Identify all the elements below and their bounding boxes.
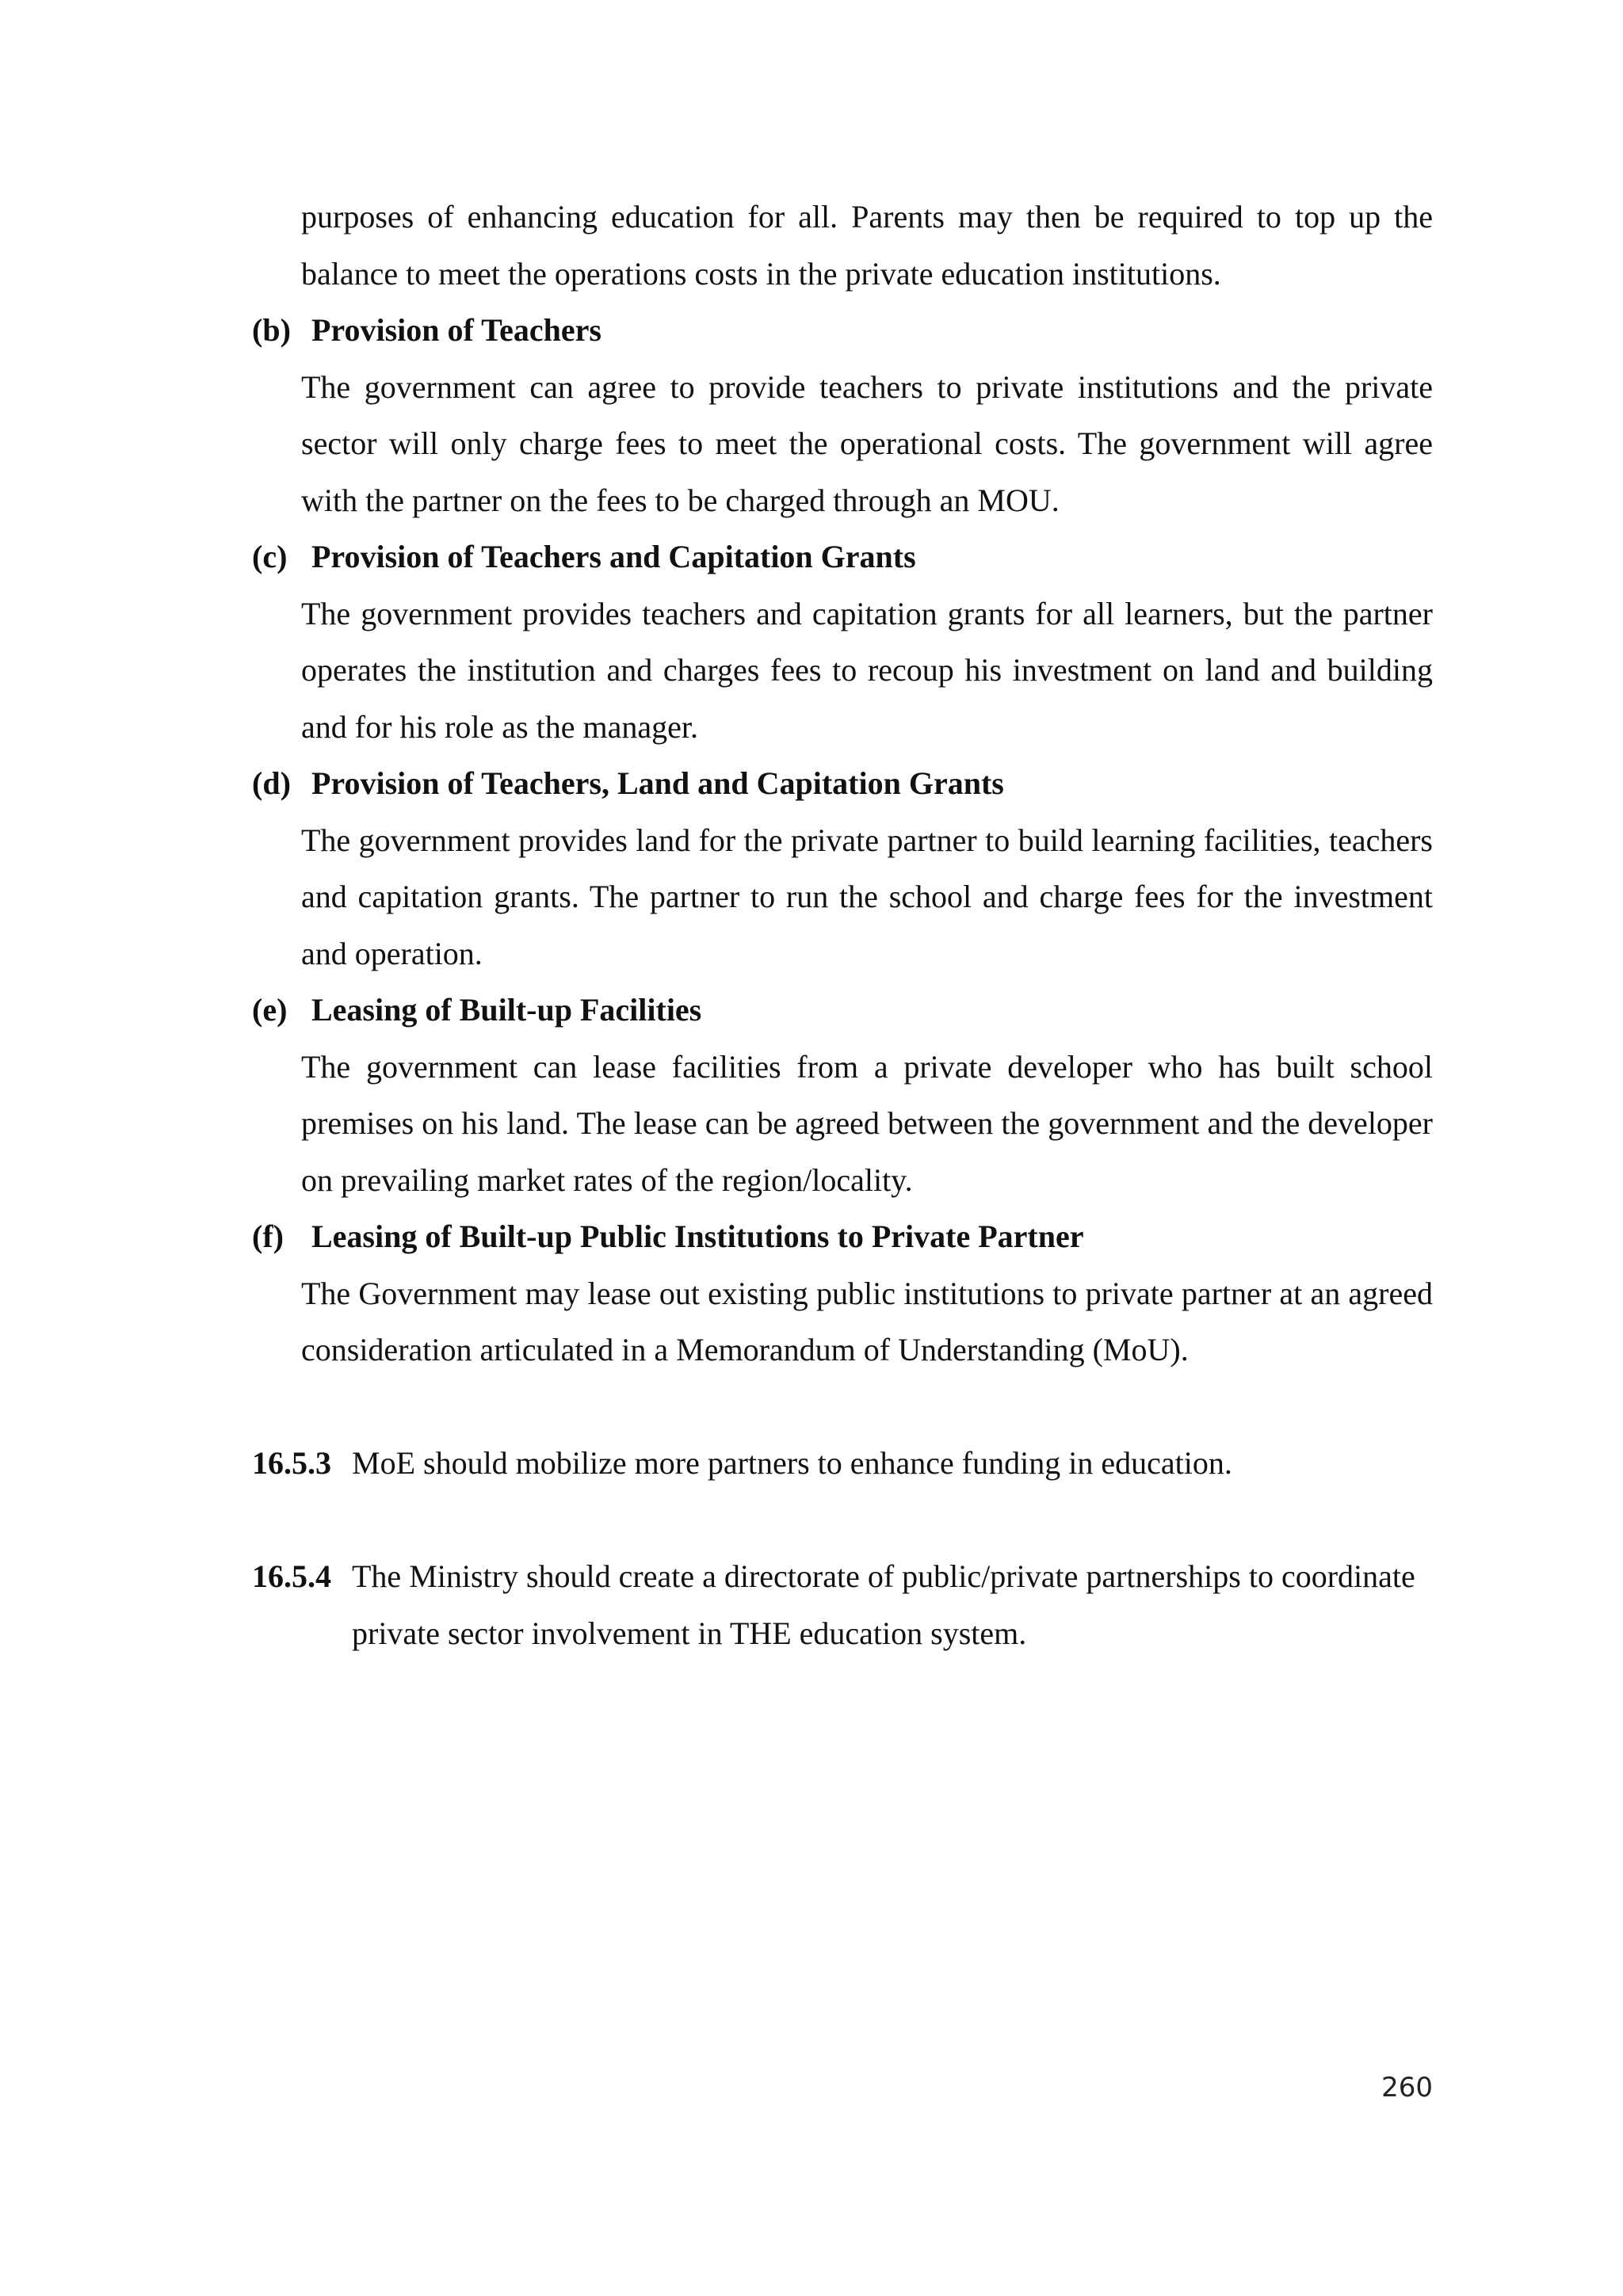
- item-f: [252, 1208, 1433, 1379]
- page-number: 260: [1381, 2072, 1433, 2103]
- intro-paragraph: purposes of enhancing education for all. Parents may then be required to top up the balance to meet the operations costs in the private education institutions.: [301, 199, 1433, 292]
- section-number: 16.5.3: [252, 1445, 331, 1481]
- item-title: Provision of Teachers and Capitation Grants: [311, 539, 916, 574]
- item-heading: [252, 528, 1433, 585]
- item-letter: (d): [252, 765, 291, 801]
- section-number: 16.5.4: [252, 1558, 331, 1594]
- item-b: [252, 302, 1433, 528]
- section-16-5-3: [252, 1435, 1433, 1492]
- item-heading: [252, 302, 1433, 359]
- item-letter: (e): [252, 992, 288, 1028]
- section-16-5-4: [252, 1548, 1433, 1661]
- item-letter: (c): [252, 539, 288, 574]
- item-title: Leasing of Built-up Facilities: [311, 992, 702, 1028]
- item-letter: (f): [252, 1219, 284, 1254]
- item-title: Provision of Teachers: [311, 312, 601, 348]
- section-text: MoE should mobilize more partners to enhance funding in education.: [352, 1445, 1232, 1481]
- item-heading: [252, 982, 1433, 1039]
- item-letter: (b): [252, 312, 291, 348]
- item-c: [252, 528, 1433, 755]
- item-e: [252, 982, 1433, 1208]
- item-title: Provision of Teachers, Land and Capitation Grants: [311, 765, 1004, 801]
- item-title: Leasing of Built-up Public Institutions to Private Partner: [311, 1219, 1084, 1254]
- item-paragraph: The government provides teachers and capitation grants for all learners, but the partner operates the institution and charges fees to recoup his investment on land and building and for his role as the manager.: [301, 595, 1433, 745]
- item-d: [252, 755, 1433, 982]
- item-paragraph: The Government may lease out existing public institutions to private partner at an agreed consideration articulated in a Memorandum of Understanding (MoU).: [301, 1275, 1433, 1367]
- section-text: The Ministry should create a directorate of public/private partnerships to coordinate private sector involvement in THE education system.: [352, 1558, 1415, 1651]
- item-paragraph: The government provides land for the private partner to build learning facilities, teachers and capitation grants. The partner to run the school and charge fees for the investment and operation.: [301, 822, 1433, 971]
- item-paragraph: The government can agree to provide teachers to private institutions and the private sector will only charge fees to meet the operational costs. The government will agree with the partner on the fees to be charged through an MOU.: [301, 368, 1433, 518]
- item-heading: [252, 755, 1433, 812]
- item-paragraph: The government can lease facilities from a private developer who has built school premises on his land. The lease can be agreed between the government and the developer on prevailing market rates of the region/locality.: [301, 1048, 1433, 1198]
- page-content: [252, 189, 1433, 1661]
- item-heading: [252, 1208, 1433, 1265]
